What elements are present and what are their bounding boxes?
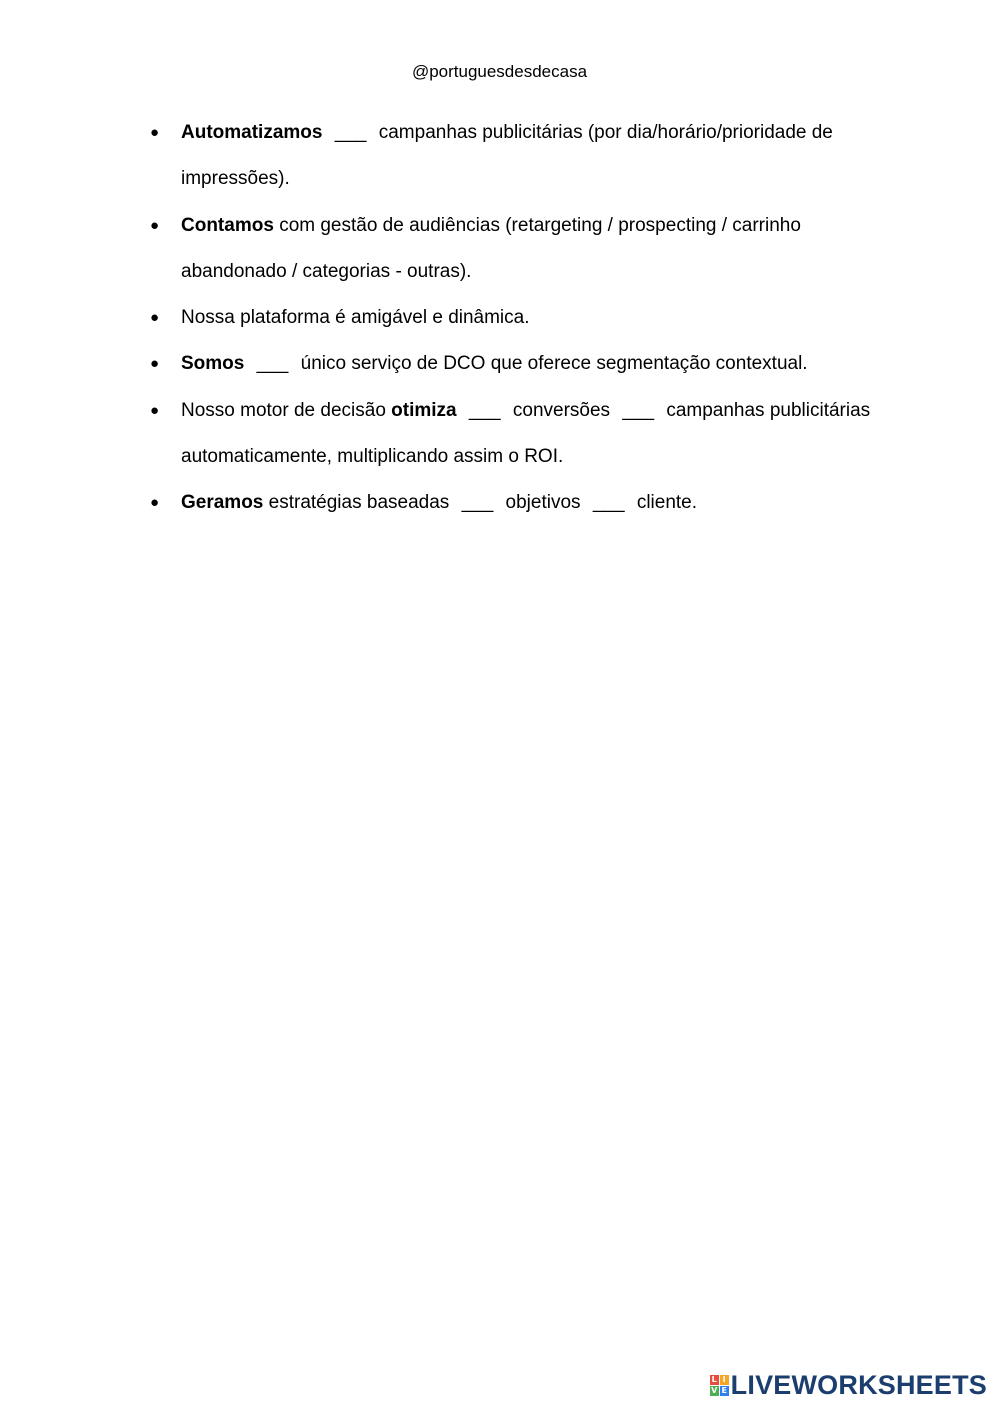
blank-field[interactable]: ___: [622, 399, 655, 421]
item-text: único serviço de DCO que oferece segmentação contextual.: [300, 353, 808, 375]
exercise-list: [150, 110, 880, 527]
bullet-icon: ●: [150, 355, 160, 373]
item-text: objetivos: [505, 492, 581, 514]
item-text: Nosso motor de decisão: [181, 399, 386, 421]
item-text: campanhas publicitárias automaticamente, multiplicando assim o ROI.: [181, 399, 871, 468]
logo-wordmark: LIVEWORKSHEETS: [730, 1369, 987, 1400]
item-bold-verb: Contamos: [181, 214, 274, 236]
logo-letter: L: [711, 1374, 717, 1384]
liveworksheets-logo: [710, 1368, 987, 1402]
blank-field[interactable]: ___: [334, 122, 367, 143]
logo-letter: I: [720, 1375, 729, 1385]
list-item: [150, 203, 880, 296]
blank-field[interactable]: ___: [468, 399, 501, 421]
item-bold-verb: Automatizamos: [181, 122, 323, 143]
item-bold-verb: Somos: [181, 353, 245, 375]
list-item: [150, 110, 880, 203]
item-text: com gestão de audiências (retargeting / prospecting / carrinho abandonado / categorias - outras).: [181, 214, 801, 282]
blank-field[interactable]: ___: [256, 353, 289, 375]
list-item: [150, 388, 880, 481]
blank-field[interactable]: ___: [461, 492, 494, 514]
item-text: cliente.: [636, 492, 698, 514]
bullet-icon: ●: [150, 401, 160, 419]
list-item: [150, 341, 880, 387]
logo-mark-icon: [710, 1375, 729, 1396]
bullet-icon: ●: [150, 494, 160, 512]
bullet-icon: ●: [150, 216, 160, 234]
bullet-icon: ●: [150, 124, 160, 141]
item-text: Nossa plataforma é amigável e dinâmica.: [181, 307, 530, 329]
item-text: conversões: [512, 399, 611, 421]
bullet-icon: ●: [150, 309, 160, 327]
item-bold-verb: otimiza: [391, 399, 457, 421]
item-text: estratégias baseadas: [268, 492, 450, 514]
logo-letter: E: [721, 1385, 727, 1395]
list-item: [150, 295, 880, 341]
item-text: campanhas publicitárias (por dia/horário/prioridade de impressões).: [181, 122, 833, 190]
logo-letter: V: [711, 1385, 718, 1395]
list-item: [150, 480, 880, 526]
page-header-handle: @portuguesdesdecasa: [411, 62, 588, 81]
item-bold-verb: Geramos: [181, 492, 264, 514]
blank-field[interactable]: ___: [592, 492, 625, 514]
